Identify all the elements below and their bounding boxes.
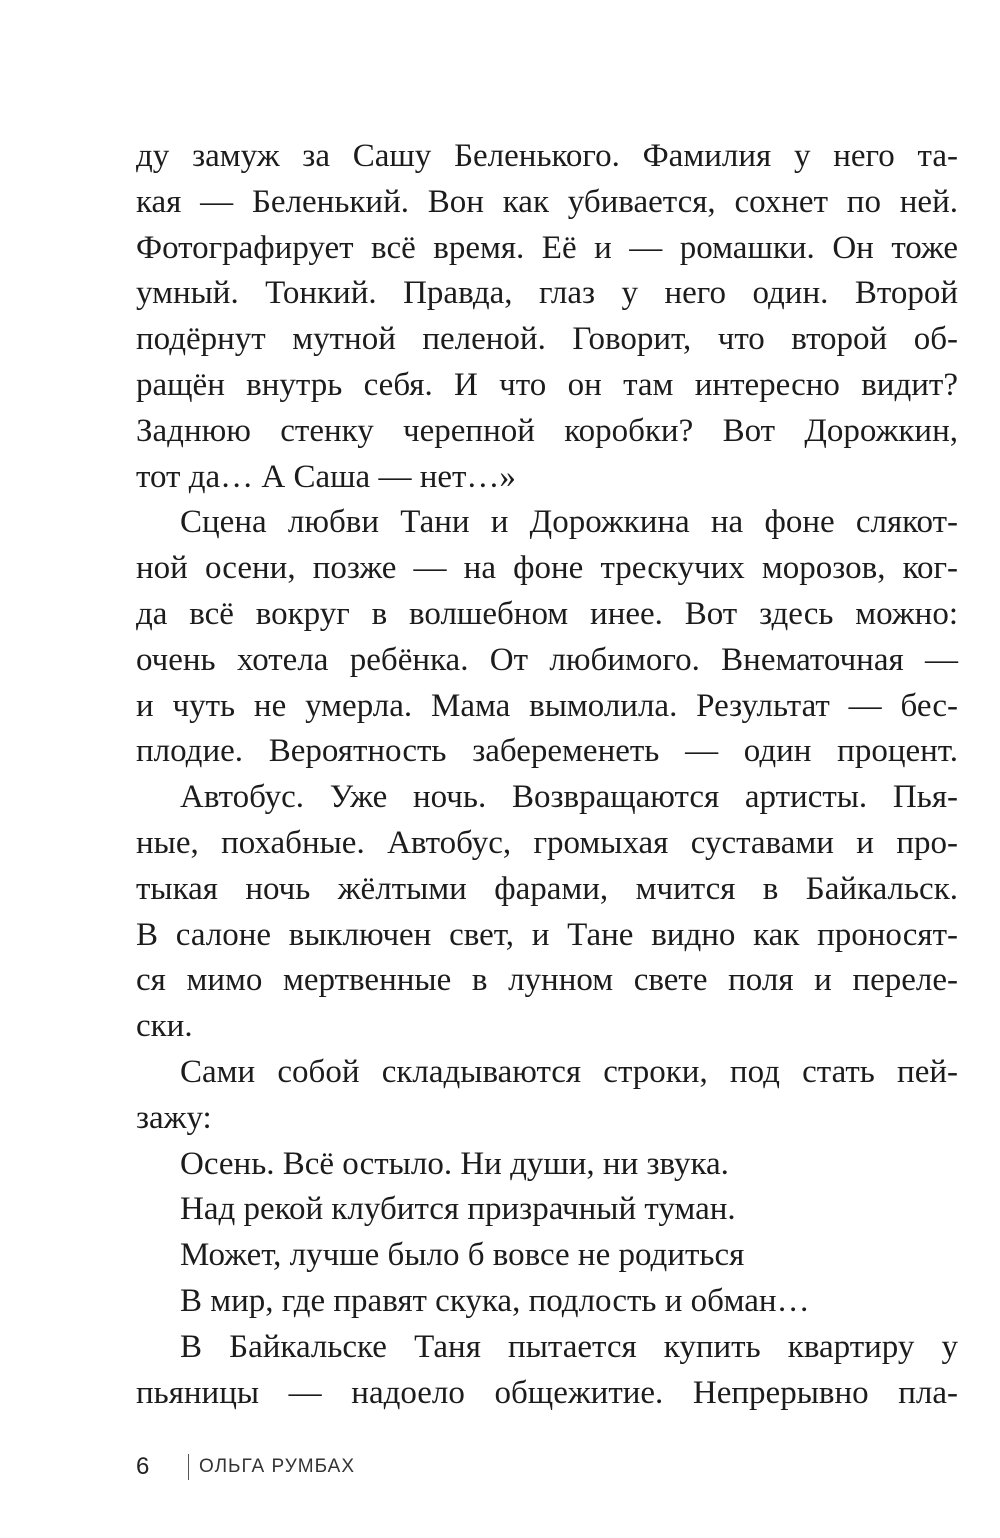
text-line: зажу: [136, 1099, 212, 1136]
text-line: ной осени, позже — на фоне трескучих морозов, ког- [136, 550, 958, 587]
text-line: подёрнут мутной пеленой. Говорит, что второй об- [136, 321, 958, 358]
body-text [136, 134, 958, 1416]
text-line: ращён внутрь себя. И что он там интересно видит? [136, 366, 958, 403]
text-line: тот да… А Саша — нет…» [136, 458, 516, 495]
text-line: Автобус. Уже ночь. Возвращаются артисты. Пья- [180, 779, 958, 816]
text-line: тыкая ночь жёлтыми фарами, мчится в Байкальск. [136, 870, 958, 907]
text-line: Фотографирует всё время. Её и — ромашки. Он тоже [136, 229, 958, 266]
poem-line: Может, лучше было б вовсе не родиться [180, 1237, 745, 1274]
text-line: очень хотела ребёнка. От любимого. Внематочная — [136, 641, 958, 678]
page-footer [136, 1452, 355, 1482]
text-line: кая — Беленький. Вон как убивается, сохнет по ней. [136, 183, 958, 220]
text-line: В салоне выключен свет, и Тане видно как проносят- [136, 916, 958, 953]
poem-line: Осень. Всё остыло. Ни души, ни звука. [180, 1145, 729, 1182]
text-line: умный. Тонкий. Правда, глаз у него один. Второй [136, 275, 958, 312]
text-line: да всё вокруг в волшебном инее. Вот здесь можно: [136, 595, 958, 632]
text-line: пьяницы — надоело общежитие. Непрерывно пла- [136, 1374, 958, 1411]
text-line: Сцена любви Тани и Дорожкина на фоне слякот- [180, 504, 958, 541]
text-line: и чуть не умерла. Мама вымолила. Результат — бес- [136, 687, 958, 724]
footer-divider [188, 1454, 189, 1480]
running-head-author: ОЛЬГА РУМБАХ [199, 1456, 356, 1477]
poem-line: В мир, где правят скука, подлость и обман… [180, 1282, 810, 1319]
text-line: ся мимо мертвенные в лунном свете поля и переле- [136, 962, 958, 999]
poem-line: Над рекой клубится призрачный туман. [180, 1191, 736, 1228]
text-line: Сами собой складываются строки, под стать пей- [180, 1053, 958, 1090]
text-line: Заднюю стенку черепной коробки? Вот Дорожкин, [136, 412, 958, 449]
text-line: плодие. Вероятность забеременеть — один процент. [136, 733, 958, 770]
text-line: В Байкальске Таня пытается купить квартиру у [180, 1328, 958, 1365]
text-line: ду замуж за Сашу Беленького. Фамилия у него та- [136, 138, 958, 174]
text-line: ные, похабные. Автобус, громыхая суставами и про- [136, 824, 958, 861]
text-line: ски. [136, 1008, 193, 1045]
page-number: 6 [136, 1453, 150, 1480]
